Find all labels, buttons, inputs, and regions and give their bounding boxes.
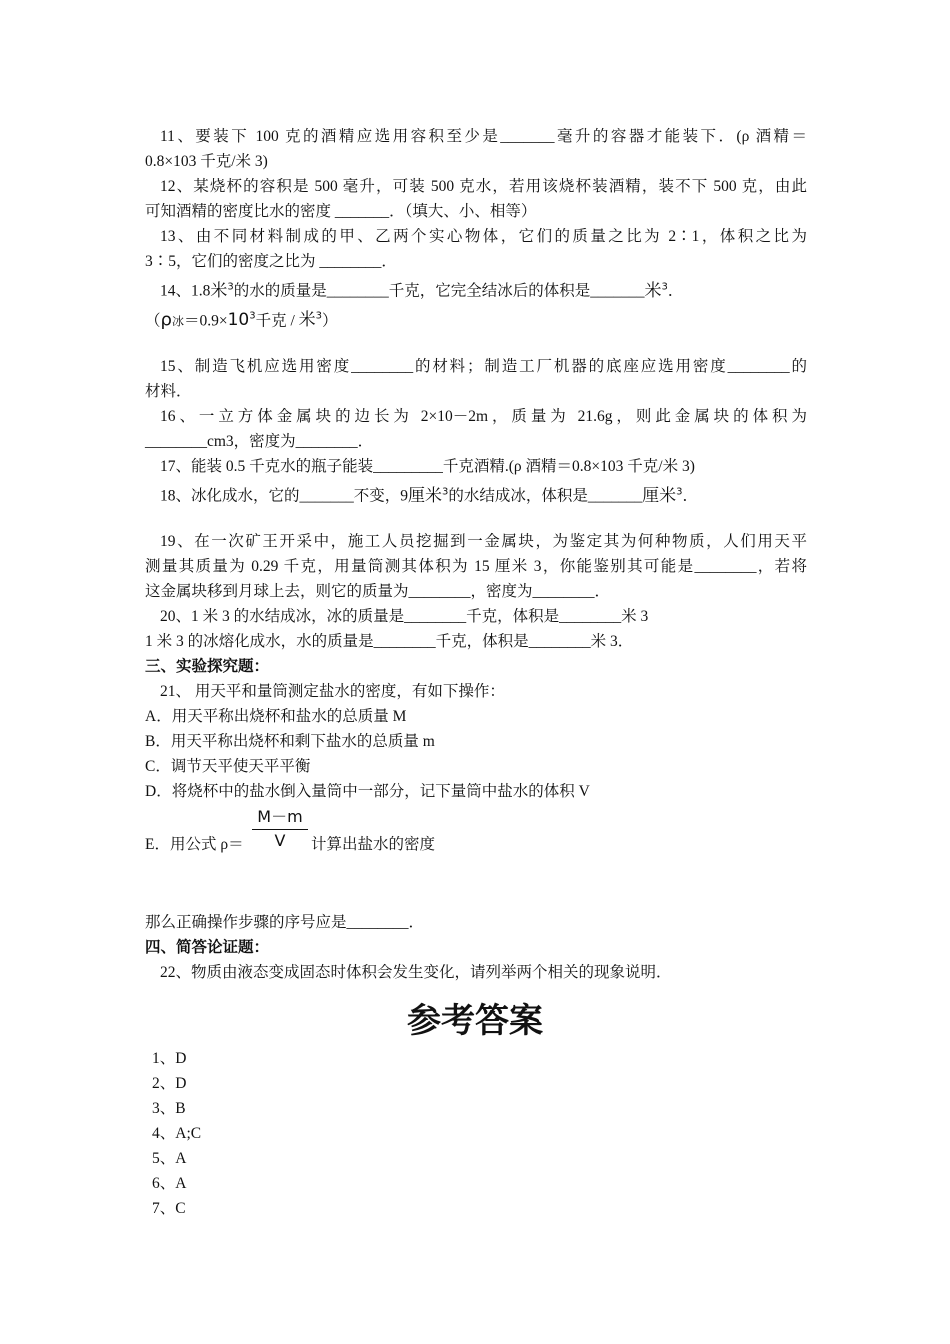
answers-title: 参考答案 (407, 1001, 543, 1041)
question-list (145, 124, 807, 985)
question-13: 13、由不同材料制成的甲、乙两个实心物体，它们的质量之比为 2∶1，体积之比为 (160, 228, 807, 245)
question-22: 22、物质由液态变成固态时体积会发生变化，请列举两个相关的现象说明． (160, 963, 672, 981)
question-16-cont: ________cm3，密度为________． (145, 433, 374, 451)
question-14: 14、1.8米$^3$的水的质量是________千克，它完全结冰后的体积是_______米$^3$． (160, 280, 684, 301)
step-e-text: 计算出盐水的密度 (311, 835, 436, 853)
step-d: D．将烧杯中的盐水倒入量筒中一部分，记下量筒中盐水的体积 V (145, 782, 590, 800)
question-15: 15、制造飞机应选用密度________的材料；制造工厂机器的底座应选用密度________的 (160, 358, 807, 376)
question-15-cont: 材料． (145, 383, 192, 401)
step-e-label: E．用公式 ρ＝ (145, 835, 244, 853)
step-b: B．用天平称出烧杯和剩下盐水的总质量 m (145, 732, 435, 750)
question-19: 19、在一次矿王开采中，施工人员挖掘到一金属块，为鉴定其为何种物质，人们用天平 (160, 532, 807, 550)
question-12-cont: 可知酒精的密度比水的密度 _______．（填大、小、相等） (145, 203, 537, 220)
question-20: 20、1 米 3 的水结成冰，冰的质量是________千克，体积是________米 3 (160, 607, 649, 625)
question-19-cont2: 这金属块移到月球上去，则它的质量为________，密度为________． (145, 582, 611, 600)
section-3-title: 三、实验探究题： (145, 657, 270, 675)
answer-item: 2、D (152, 1075, 187, 1092)
unit-image-cubic-meter: 米$^3$ (210, 280, 234, 301)
question-14-cont: （ρ冰$=0.9\times 10^3$千克 / 米$^3$） (145, 309, 338, 331)
section-4-title: 四、简答论证题： (145, 938, 270, 956)
power-of-ten: $10^3$ (227, 310, 256, 331)
step-e (145, 806, 807, 866)
question-16: 16、一立方体金属块的边长为 2×10－2m，质量为 21.6g，则此金属块的体积为 (160, 408, 807, 426)
step-c: C．调节天平使天平平衡 (145, 757, 311, 775)
answer-item: 7、C (152, 1200, 186, 1217)
question-13-cont: 3∶5，它们的密度之比为 ________． (145, 253, 397, 270)
question-17: 17、能装 0.5 千克水的瓶子能装_________千克酒精.(ρ 酒精＝0.8×103 千克/米 3) (160, 458, 695, 476)
answer-item: 6、A (152, 1175, 187, 1192)
question-11-cont: 0.8×103 千克/米 3) (145, 153, 268, 170)
formula-denominator: V (274, 830, 286, 850)
question-11: 11、要装下 100 克的酒精应选用容积至少是_______毫升的容器才能装下．(ρ 酒精＝ (160, 128, 807, 145)
answer-item: 3、B (152, 1100, 186, 1117)
rho-symbol: ρ (160, 309, 172, 331)
formula-numerator: M－m (252, 806, 308, 830)
question-21: 21、 用天平和量筒测定盐水的密度，有如下操作： (160, 682, 505, 700)
step-order-question: 那么正确操作步骤的序号应是________． (145, 913, 425, 931)
question-12: 12、某烧杯的容积是 500 毫升，可装 500 克水，若用该烧杯装酒精，装不下 500 克，由此 (160, 178, 807, 195)
answer-item: 4、A;C (152, 1125, 202, 1142)
step-a: A．用天平称出烧杯和盐水的总质量 M (145, 707, 407, 725)
density-formula (252, 806, 308, 852)
unit-image-cubic-meter: 米$^3$ (298, 310, 323, 331)
answer-item: 5、A (152, 1150, 187, 1167)
unit-image-cubic-centimeter: 厘米$^3$ (408, 485, 449, 506)
question-18: 18、冰化成水，它的_______不变，9厘米$^3$的水结成冰，体积是_______厘米$^3$． (160, 485, 699, 506)
unit-image-cubic-meter: 米$^3$ (644, 280, 668, 301)
question-20-cont: 1 米 3 的冰熔化成水，水的质量是________千克，体积是________米 3． (145, 632, 634, 650)
answer-list (152, 1046, 201, 1221)
answer-item: 1、D (152, 1050, 187, 1067)
unit-image-cubic-centimeter: 厘米$^3$ (642, 485, 683, 506)
question-19-cont: 测量其质量为 0.29 千克，用量筒测其体积为 15 厘米 3，你能鉴别其可能是________，若将 (145, 557, 807, 575)
